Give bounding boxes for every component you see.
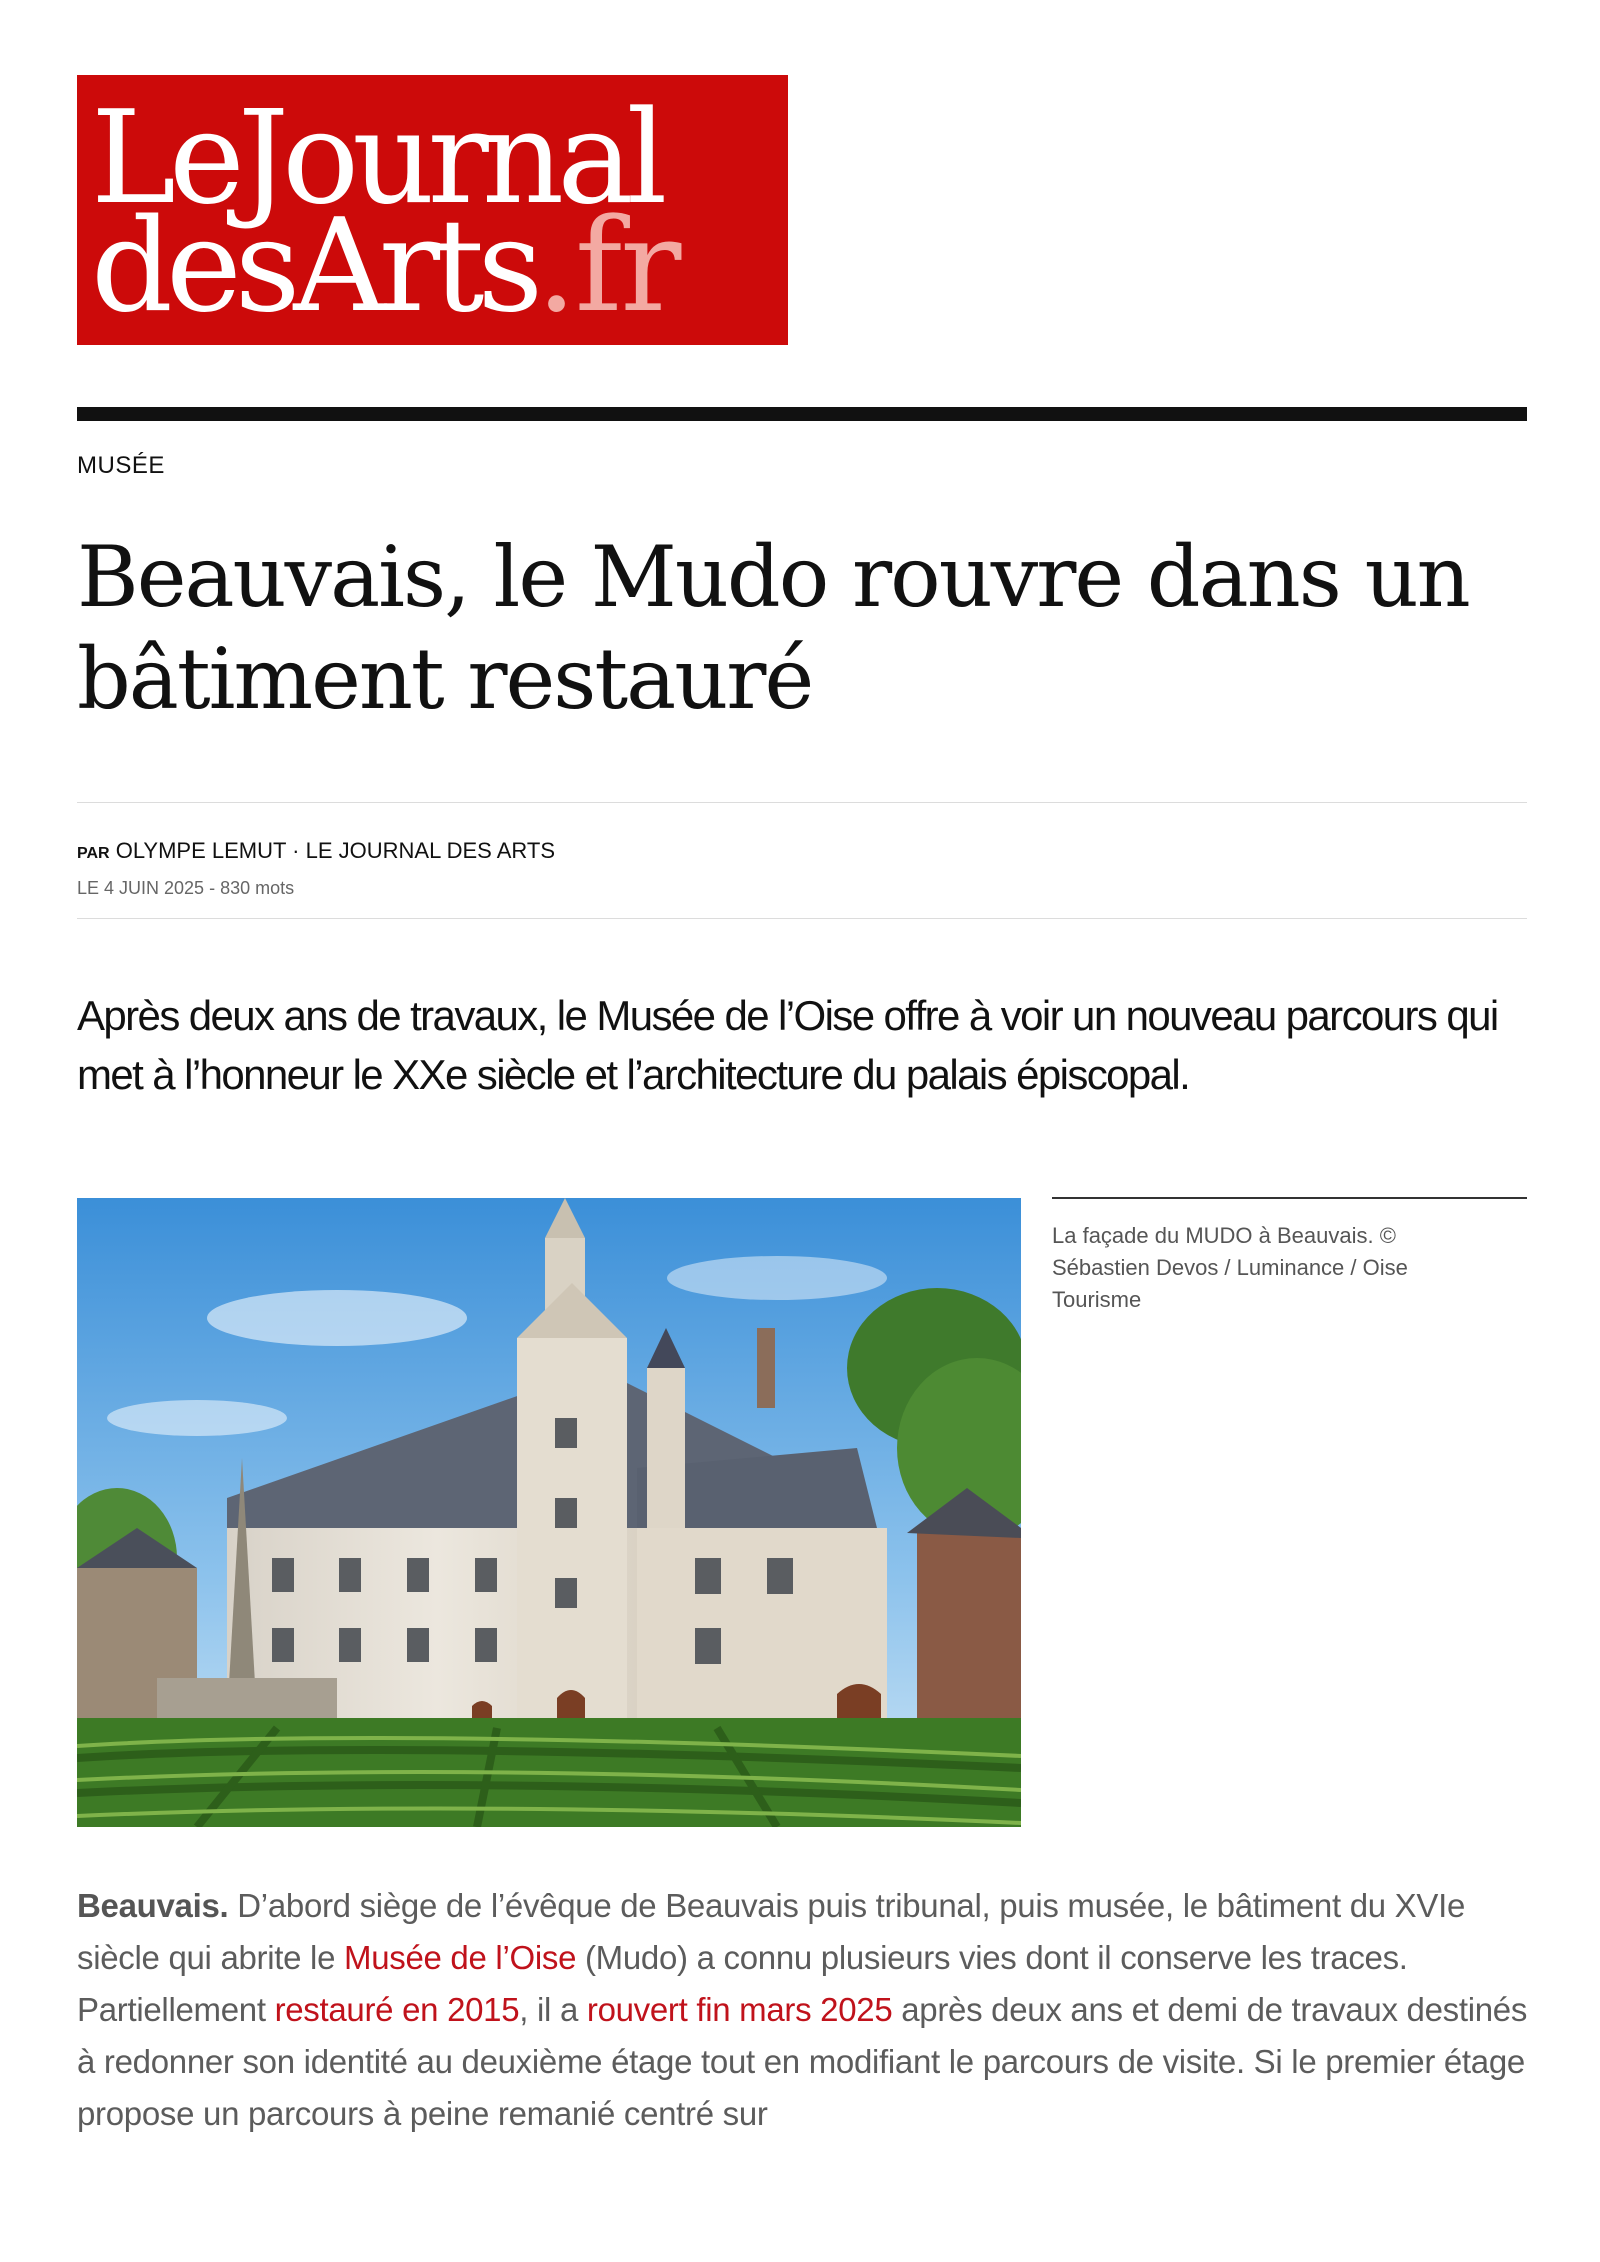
byline-author[interactable]: OLYMPE LEMUT · LE JOURNAL DES ARTS <box>115 838 556 863</box>
header-divider <box>77 407 1527 421</box>
logo-line-1: LeJournal <box>91 84 661 233</box>
link-restaure-2015[interactable]: restauré en 2015 <box>274 1991 520 2028</box>
body-text-1: D’abord siège de l’évêque de Beauvais puis tribunal, puis musée, le bâtiment du XVIe siècle qui abrite le <box>77 1887 1466 1976</box>
site-logo[interactable] <box>77 75 788 345</box>
photo-caption: La façade du MUDO à Beauvais. © Sébastien Devos / Luminance / Oise Tourisme <box>1052 1223 1408 1312</box>
link-musee-oise[interactable]: Musée de l’Oise <box>344 1939 577 1976</box>
article-body <box>77 1880 1547 2140</box>
article-byline <box>77 838 555 864</box>
museum-photo-illustration <box>77 1198 1021 1827</box>
body-lead-in: Beauvais. <box>77 1887 229 1924</box>
logo-line-2-main: desArts <box>91 192 537 341</box>
byline-prefix: PAR <box>77 845 110 862</box>
article-dateline: LE 4 JUIN 2025 - 830 mots <box>77 878 295 898</box>
byline-bottom-divider <box>77 918 1527 919</box>
museum-photo[interactable] <box>77 1198 1021 1827</box>
body-text-3: , il a <box>519 1991 587 2028</box>
article-lead: Après deux ans de travaux, le Musée de l’Oise offre à voir un nouveau parcours qui met à l’honneur le XXe siècle et l’architecture du palais épiscopal. <box>77 992 1498 1098</box>
body-text-2: (Mudo) a connu plusieurs vies dont il conserve les traces. Partiellement <box>77 1939 1408 2028</box>
body-text-4: après deux ans et demi de travaux destinés à redonner son identité au deuxième étage tout en modifiant le parcours de visite. Si le premier étage propose un parcours à peine remanié centré sur <box>77 1991 1528 2132</box>
byline-top-divider <box>77 802 1527 803</box>
logo-line-2 <box>91 192 680 341</box>
article-title: Beauvais, le Mudo rouvre dans un bâtiment restauré <box>77 528 1469 728</box>
link-rouvert-2025[interactable]: rouvert fin mars 2025 <box>586 1991 893 2028</box>
logo-tld: .fr <box>536 192 680 341</box>
article-rubric[interactable]: MUSÉE <box>77 452 165 479</box>
caption-divider <box>1052 1197 1527 1199</box>
